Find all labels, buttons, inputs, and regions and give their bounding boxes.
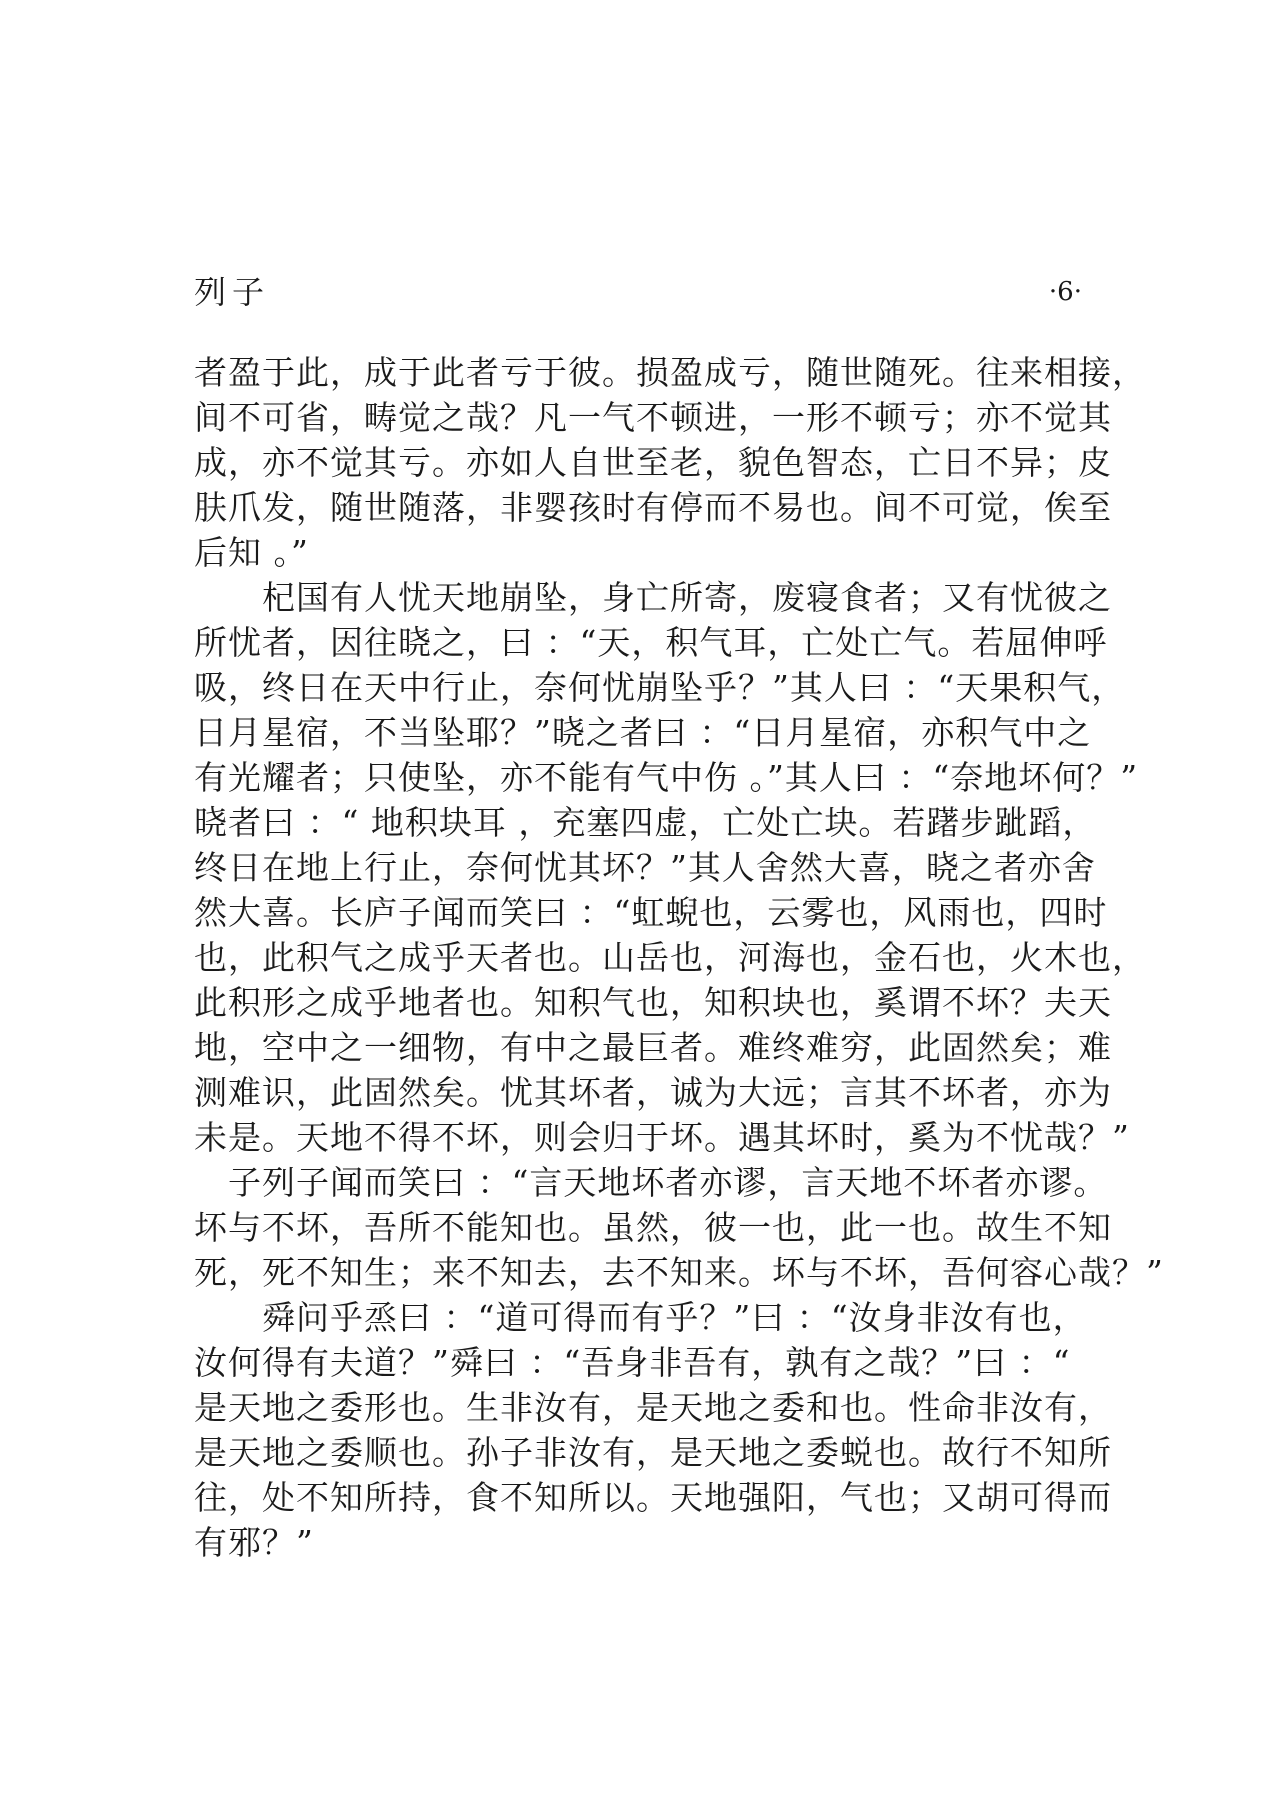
text-line: 有光耀者；只使坠，亦不能有气中伤 。”其人曰 ：“奈地坏何？” xyxy=(194,758,1139,797)
page-number: ·6· xyxy=(1048,277,1082,307)
text-line: 终日在地上行止，奈何忧其坏？”其人舍然大喜，晓之者亦舍 xyxy=(194,848,1096,887)
text-line: 是天地之委形也。生非汝有，是天地之委和也。性命非汝有， xyxy=(194,1388,1112,1427)
text-line: 汝何得有夫道？”舜曰 ：“吾身非吾有，孰有之哉？”曰 ：“ xyxy=(194,1343,1071,1382)
text-line: 未是。天地不得不坏，则会归于坏。遇其坏时，奚为不忧哉？” xyxy=(194,1118,1130,1157)
text-line: 成，亦不觉其亏。亦如人自世至老，貌色智态，亡日不异；皮 xyxy=(194,443,1112,482)
text-line: 日月星宿，不当坠耶？”晓之者曰 ：“日月星宿，亦积气中之 xyxy=(194,713,1092,752)
text-line: 吸，终日在天中行止，奈何忧崩坠乎？”其人曰 ：“天果积气， xyxy=(194,668,1126,707)
text-line: 舜问乎烝曰 ：“道可得而有乎？”曰 ：“汝身非汝有也， xyxy=(194,1298,1087,1337)
text-line: 死，死不知生；来不知去，去不知来。坏与不坏，吾何容心哉？” xyxy=(194,1253,1164,1292)
text-line: 子列子闻而笑曰 ：“言天地坏者亦谬，言天地不坏者亦谬。 xyxy=(194,1163,1108,1202)
text-line: 后知 。” xyxy=(194,533,309,572)
body-text xyxy=(194,350,1164,1565)
text-line: 地，空中之一细物，有中之最巨者。难终难穷，此固然矣；难 xyxy=(194,1028,1112,1067)
text-line: 坏与不坏，吾所不能知也。虽然，彼一也，此一也。故生不知 xyxy=(194,1208,1112,1247)
running-header xyxy=(194,272,1094,312)
text-line: 也，此积气之成乎天者也。山岳也，河海也，金石也，火木也， xyxy=(194,938,1146,977)
text-line: 此积形之成乎地者也。知积气也，知积块也，奚谓不坏？夫天 xyxy=(194,983,1112,1022)
text-line: 然大喜。长庐子闻而笑曰 ：“虹蜺也，云雾也，风雨也，四时 xyxy=(194,893,1108,932)
text-line: 杞国有人忧天地崩坠，身亡所寄，废寝食者；又有忧彼之 xyxy=(194,578,1112,617)
text-line: 有邪？” xyxy=(194,1523,314,1562)
text-line: 者盈于此，成于此者亏于彼。损盈成亏，随世随死。往来相接， xyxy=(194,353,1146,392)
text-line: 所忧者，因往晓之，曰 ：“天，积气耳，亡处亡气。若屈伸呼 xyxy=(194,623,1108,662)
text-line: 间不可省，畴觉之哉？凡一气不顿进，一形不顿亏；亦不觉其 xyxy=(194,398,1112,437)
book-title: 列子 xyxy=(194,273,271,311)
text-line: 晓者曰 ：“ 地积块耳 ，充塞四虚，亡处亡块。若躇步跐蹈， xyxy=(194,803,1097,842)
text-line: 是天地之委顺也。孙子非汝有，是天地之委蜕也。故行不知所 xyxy=(194,1433,1112,1472)
text-line: 测难识，此固然矣。忧其坏者，诚为大远；言其不坏者，亦为 xyxy=(194,1073,1112,1112)
text-line: 肤爪发，随世随落，非婴孩时有停而不易也。间不可觉，俟至 xyxy=(194,488,1112,527)
text-line: 往，处不知所持，食不知所以。天地强阳，气也；又胡可得而 xyxy=(194,1478,1112,1517)
